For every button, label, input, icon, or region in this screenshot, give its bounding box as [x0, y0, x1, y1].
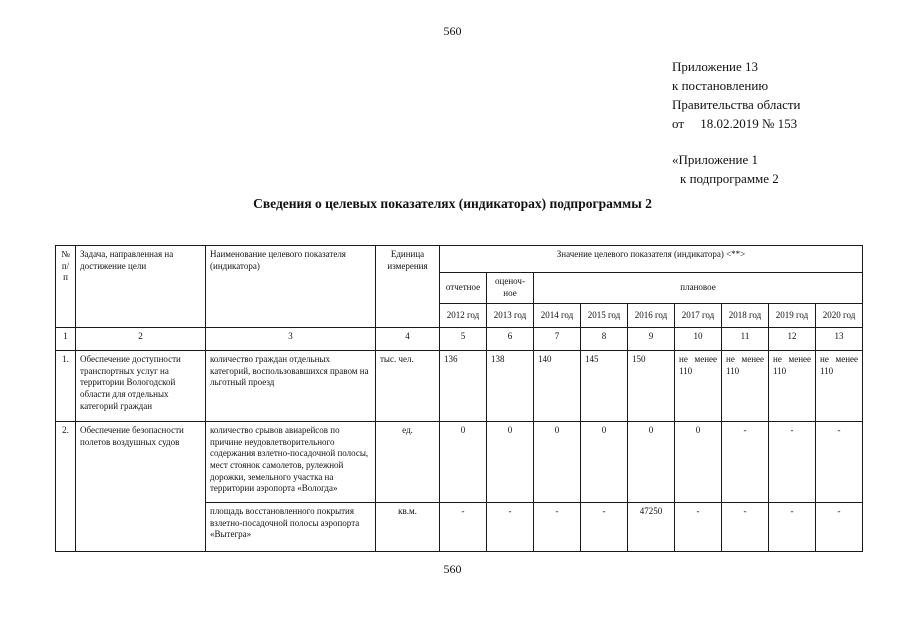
spacer — [672, 133, 897, 150]
col-number: 2 — [76, 328, 206, 351]
value-cell: 0 — [675, 422, 722, 503]
value-cell: - — [722, 503, 769, 552]
table-header-row-colnumbers — [56, 328, 863, 351]
value-cell: - — [675, 503, 722, 552]
table-row — [56, 351, 863, 422]
appendix-line: от 18.02.2019 № 153 — [672, 116, 798, 131]
year-header: 2014 год — [534, 304, 581, 328]
value-cell: 138 — [487, 351, 534, 422]
page-title: Сведения о целевых показателях (индикаторах) подпрограммы 2 — [253, 196, 652, 211]
indicator-cell: количество срывов авиарейсов по причине неудовлетворительного содержания взлетно-посадочной полосы, мест стоянок самолетов, рулежной дорожки, земельного участка на территории аэропорта «Вологда» — [206, 422, 376, 503]
value-cell: 47250 — [628, 503, 675, 552]
value-cell: 0 — [487, 422, 534, 503]
value-cell: 0 — [581, 422, 628, 503]
year-header: 2018 год — [722, 304, 769, 328]
col-number: 13 — [816, 328, 863, 351]
value-cell: - — [534, 503, 581, 552]
page-number-top: 560 — [443, 24, 462, 38]
year-header: 2013 год — [487, 304, 534, 328]
indicators-table — [55, 245, 863, 552]
col-number: 10 — [675, 328, 722, 351]
indicator-cell: площадь восстановленного покрытия взлетно-посадочной полосы аэропорта «Вытегра» — [206, 503, 376, 552]
value-cell: 0 — [440, 422, 487, 503]
year-header: 2012 год — [440, 304, 487, 328]
task-cell: Обеспечение безопасности полетов воздушных судов — [76, 422, 206, 552]
col-number: 8 — [581, 328, 628, 351]
row-number: 2. — [56, 422, 76, 552]
value-cell: - — [769, 422, 816, 503]
year-header: 2019 год — [769, 304, 816, 328]
year-header: 2017 год — [675, 304, 722, 328]
col-number: 6 — [487, 328, 534, 351]
value-cell: - — [769, 503, 816, 552]
table-row — [56, 422, 863, 503]
table-header-row-1 — [56, 246, 863, 273]
unit-cell: кв.м. — [376, 503, 440, 552]
appendix-line: к подпрограмме 2 — [680, 171, 779, 186]
value-cell: не менее 110 — [816, 351, 863, 422]
value-cell: 0 — [628, 422, 675, 503]
unit-cell: тыс. чел. — [376, 351, 440, 422]
value-cell: - — [816, 422, 863, 503]
col-header-estimated: оценоч-ное — [487, 273, 534, 304]
unit-cell: ед. — [376, 422, 440, 503]
year-header: 2016 год — [628, 304, 675, 328]
value-cell: не менее 110 — [769, 351, 816, 422]
col-header-value: Значение целевого показателя (индикатора) <**> — [440, 246, 863, 273]
value-cell: - — [816, 503, 863, 552]
col-header-reported: отчетное — [440, 273, 487, 304]
col-header-planned: плановое — [534, 273, 863, 304]
appendix-header-block — [672, 57, 897, 188]
col-header-unit: Единица измерения — [376, 246, 440, 328]
value-cell: - — [722, 422, 769, 503]
col-header-num: № п/п — [56, 246, 76, 328]
col-number: 7 — [534, 328, 581, 351]
col-number: 1 — [56, 328, 76, 351]
value-cell: - — [487, 503, 534, 552]
value-cell: - — [440, 503, 487, 552]
value-cell: 136 — [440, 351, 487, 422]
appendix-line: к постановлению — [672, 78, 769, 93]
col-number: 11 — [722, 328, 769, 351]
value-cell: не менее 110 — [722, 351, 769, 422]
col-number: 4 — [376, 328, 440, 351]
task-cell: Обеспечение доступности транспортных услуг на территории Вологодской области для отдельных категорий граждан — [76, 351, 206, 422]
col-header-task: Задача, направленная на достижение цели — [76, 246, 206, 328]
value-cell: - — [581, 503, 628, 552]
col-number: 9 — [628, 328, 675, 351]
col-number: 5 — [440, 328, 487, 351]
indicator-cell: количество граждан отдельных категорий, воспользовавшихся правом на льготный проезд — [206, 351, 376, 422]
value-cell: 0 — [534, 422, 581, 503]
appendix-line: «Приложение 1 — [672, 152, 759, 167]
value-cell: 140 — [534, 351, 581, 422]
appendix-line: Правительства области — [672, 97, 801, 112]
appendix-line: Приложение 13 — [672, 59, 759, 74]
row-number: 1. — [56, 351, 76, 422]
value-cell: 150 — [628, 351, 675, 422]
col-number: 3 — [206, 328, 376, 351]
value-cell: не менее 110 — [675, 351, 722, 422]
value-cell: 145 — [581, 351, 628, 422]
year-header: 2015 год — [581, 304, 628, 328]
year-header: 2020 год — [816, 304, 863, 328]
page-number-bottom: 560 — [443, 562, 462, 576]
col-header-indicator: Наименование целевого показателя (индикатора) — [206, 246, 376, 328]
col-number: 12 — [769, 328, 816, 351]
